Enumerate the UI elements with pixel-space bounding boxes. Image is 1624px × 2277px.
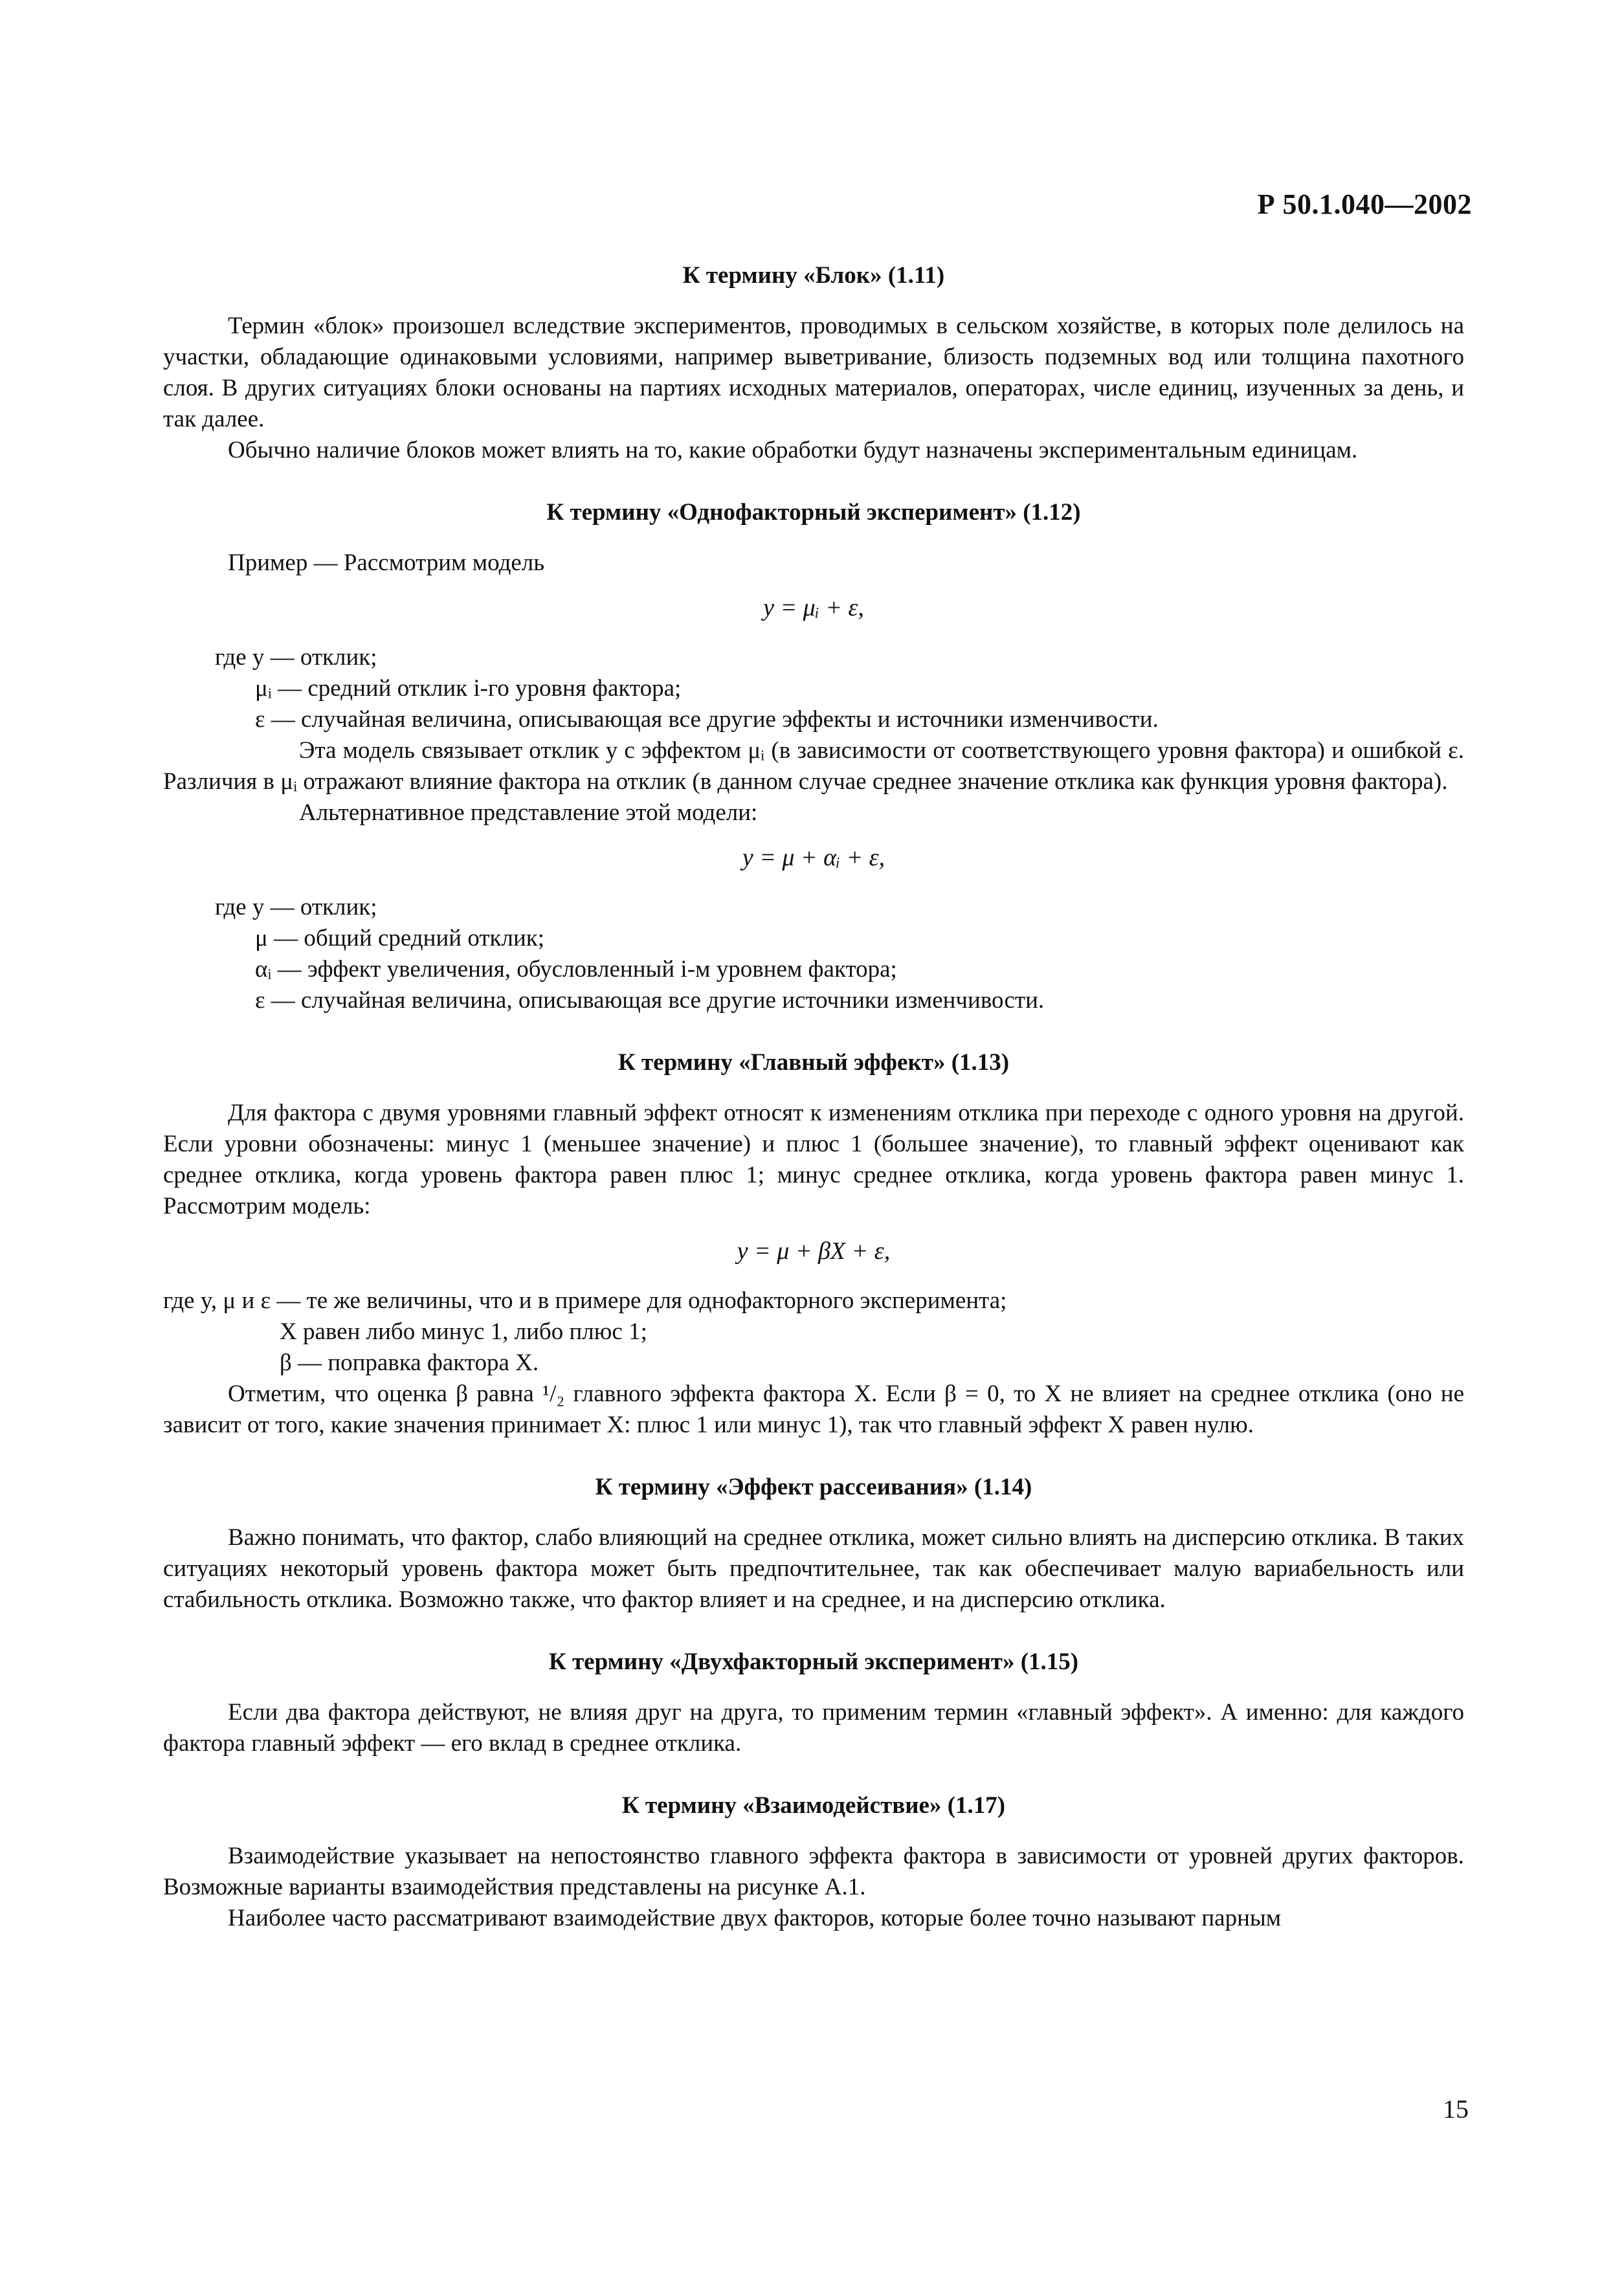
paragraph: Эта модель связывает отклик y с эффектом μᵢ (в зависимости от соответствующего уровня фактора) и ошибкой ε. Различия в μᵢ отражают влияние фактора на отклик (в данном случае среднее значение отклика как функция уровня фактора). — [163, 737, 1464, 795]
definition-item: αᵢ — эффект увеличения, обусловленный i-м уровнем фактора; — [255, 956, 897, 983]
formula: y = μ + βX + ε, — [737, 1238, 891, 1265]
definition-item: ε — случайная величина, описывающая все другие эффекты и источники изменчивости. — [255, 706, 1159, 733]
section-title: К термину «Эффект рассеивания» (1.14) — [595, 1474, 1032, 1500]
section-title: К термину «Двухфакторный эксперимент» (1.15) — [548, 1649, 1079, 1675]
section-interaction — [163, 1788, 1464, 1934]
section-title: К термину «Главный эффект» (1.13) — [617, 1049, 1010, 1076]
definition-item: μ — общий средний отклик; — [255, 925, 545, 951]
document-body — [163, 258, 1464, 1934]
definition-item: β — поправка фактора X. — [280, 1350, 539, 1376]
definition-item: X равен либо минус 1, либо плюс 1; — [280, 1318, 647, 1345]
section-title: К термину «Взаимодействие» (1.17) — [621, 1792, 1006, 1819]
definition-list — [163, 892, 1464, 1016]
paragraph: Если два фактора действуют, не влияя друг на друга, то применим термин «главный эффект». А именно: для каждого фактора главный эффект — его вклад в среднее отклика. — [163, 1699, 1464, 1757]
formula: y = μ + αᵢ + ε, — [742, 844, 885, 871]
definition-list — [163, 642, 1464, 735]
definition-item: где y — отклик; — [215, 644, 377, 671]
example-text: Пример — Рассмотрим модель — [228, 550, 545, 576]
section-main-effect — [163, 1045, 1464, 1441]
definition-item: ε — случайная величина, описывающая все другие источники изменчивости. — [255, 987, 1045, 1014]
paragraph: Альтернативное представление этой модели: — [299, 799, 758, 826]
definition-item: μᵢ — средний отклик i-го уровня фактора; — [255, 675, 682, 702]
section-two-factor-experiment — [163, 1644, 1464, 1759]
definition-list — [163, 1285, 1464, 1379]
page-number: 15 — [1443, 2094, 1469, 2124]
formula: y = μᵢ + ε, — [763, 594, 864, 621]
definition-item: где y, μ и ε — те же величины, что и в примере для однофакторного эксперимента; — [163, 1287, 1007, 1314]
document-code: Р 50.1.040—2002 — [1257, 188, 1472, 220]
paragraph: Термин «блок» произошел вследствие экспериментов, проводимых в сельском хозяйстве, в которых поле делилось на участки, обладающие одинаковыми условиями, например выветривание, близость подземных вод или толщина пахотного слоя. В других ситуациях блоки основаны на партиях исходных материалов, операторах, числе единиц, изученных за день, и так далее. — [163, 313, 1464, 432]
definition-item: где y — отклик; — [215, 894, 377, 920]
section-block — [163, 258, 1464, 466]
paragraph: Для фактора с двумя уровнями главный эффект относят к изменениям отклика при переходе с одного уровня на другой. Если уровни обозначены: минус 1 (меньшее значение) и плюс 1 (большее значение), то главный эффект оценивают как среднее отклика, когда уровень фактора равен плюс 1; минус среднее отклика, когда уровень фактора равен минус 1. Рассмотрим модель: — [163, 1100, 1464, 1219]
section-dispersion-effect — [163, 1469, 1464, 1616]
paragraph: Взаимодействие указывает на непостоянство главного эффекта фактора в зависимости от уровней других факторов. Возможные варианты взаимодействия представлены на рисунке А.1. — [163, 1843, 1464, 1900]
section-title: К термину «Блок» (1.11) — [682, 262, 945, 289]
section-one-factor-experiment — [163, 494, 1464, 1016]
paragraph: Обычно наличие блоков может влиять на то, какие обработки будут назначены экспериментальным единицам. — [228, 437, 1358, 463]
paragraph: Отметим, что оценка β равна ¹/₂ главного эффекта фактора X. Если β = 0, то X не влияет на среднее отклика (оно не зависит от того, какие значения принимает X: плюс 1 или минус 1), так что главный эффект X равен нулю. — [163, 1381, 1464, 1438]
section-title: К термину «Однофакторный эксперимент» (1.12) — [546, 499, 1081, 526]
paragraph: Важно понимать, что фактор, слабо влияющий на среднее отклика, может сильно влиять на дисперсию отклика. В таких ситуациях некоторый уровень фактора может быть предпочтительнее, так как обеспечивает малую вариабельность или стабильность отклика. Возможно также, что фактор влияет и на среднее, и на дисперсию отклика. — [163, 1524, 1464, 1613]
paragraph: Наиболее часто рассматривают взаимодействие двух факторов, которые более точно называют парным — [228, 1905, 1282, 1931]
